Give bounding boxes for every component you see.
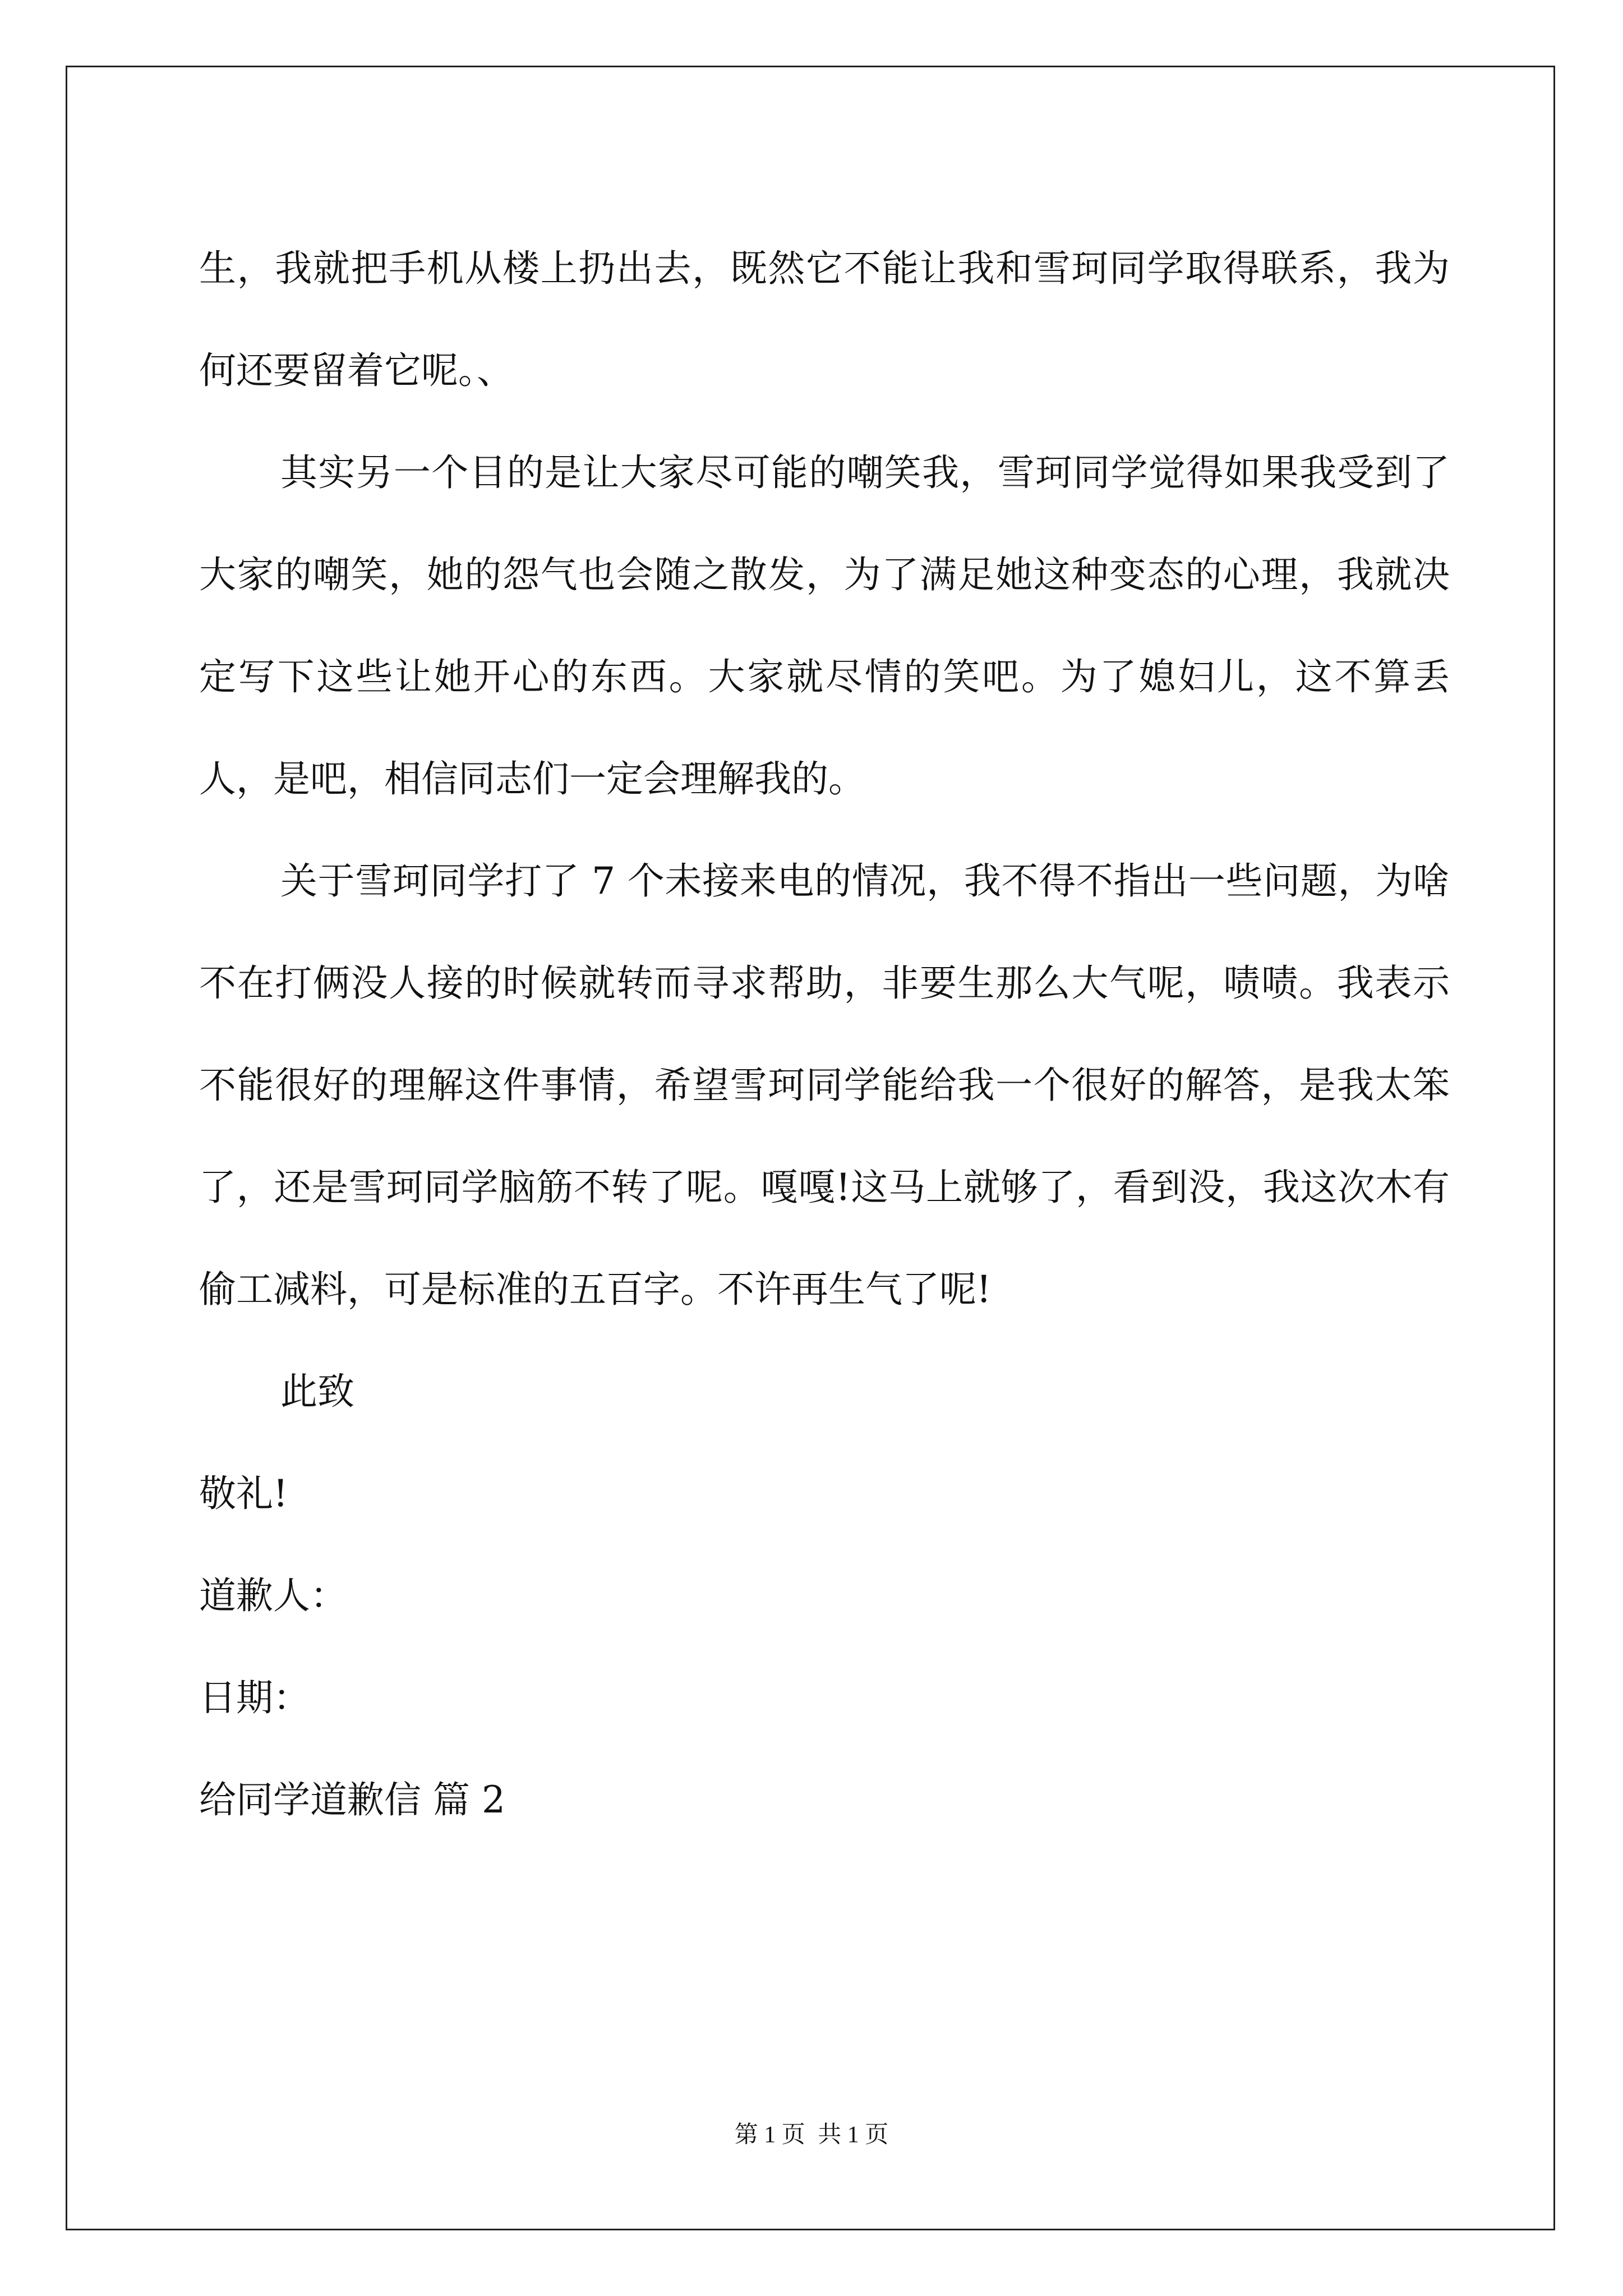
page-number-current: 第 1 页 (734, 2122, 805, 2148)
paragraph-continuation: 生，我就把手机从楼上扔出去，既然它不能让我和雪珂同学取得联系，我为何还要留着它呢。、 (199, 247, 1450, 392)
signature-line: 道歉人： (199, 1574, 347, 1617)
closing-regards: 敬礼! (199, 1472, 288, 1515)
closing-salutation: 此致 (280, 1370, 354, 1413)
page-number-total: 共 1 页 (818, 2122, 889, 2148)
next-section-heading: 给同学道歉信 篇 2 (199, 1778, 505, 1821)
page-footer (0, 2118, 1623, 2152)
date-line: 日期： (199, 1676, 310, 1719)
paragraph-missed-calls: 关于雪珂同学打了 7 个未接来电的情况，我不得不指出一些问题，为啥不在打俩没人接的时候就转而寻求帮助，非要生那么大气呢，啧啧。我表示不能很好的理解这件事情，希望雪珂同学能给我一个很好的解答，是我太笨了，还是雪珂同学脑筋不转了呢。嘎嘎!这马上就够了，看到没，我这次木有偷工减料，可是标准的五百字。不许再生气了呢! (199, 859, 1450, 1311)
document-body (199, 218, 1450, 1851)
paragraph-purpose: 其实另一个目的是让大家尽可能的嘲笑我，雪珂同学觉得如果我受到了大家的嘲笑，她的怨气也会随之散发，为了满足她这种变态的心理，我就决定写下这些让她开心的东西。大家就尽情的笑吧。为了媳妇儿，这不算丢人，是吧，相信同志们一定会理解我的。 (199, 451, 1450, 800)
